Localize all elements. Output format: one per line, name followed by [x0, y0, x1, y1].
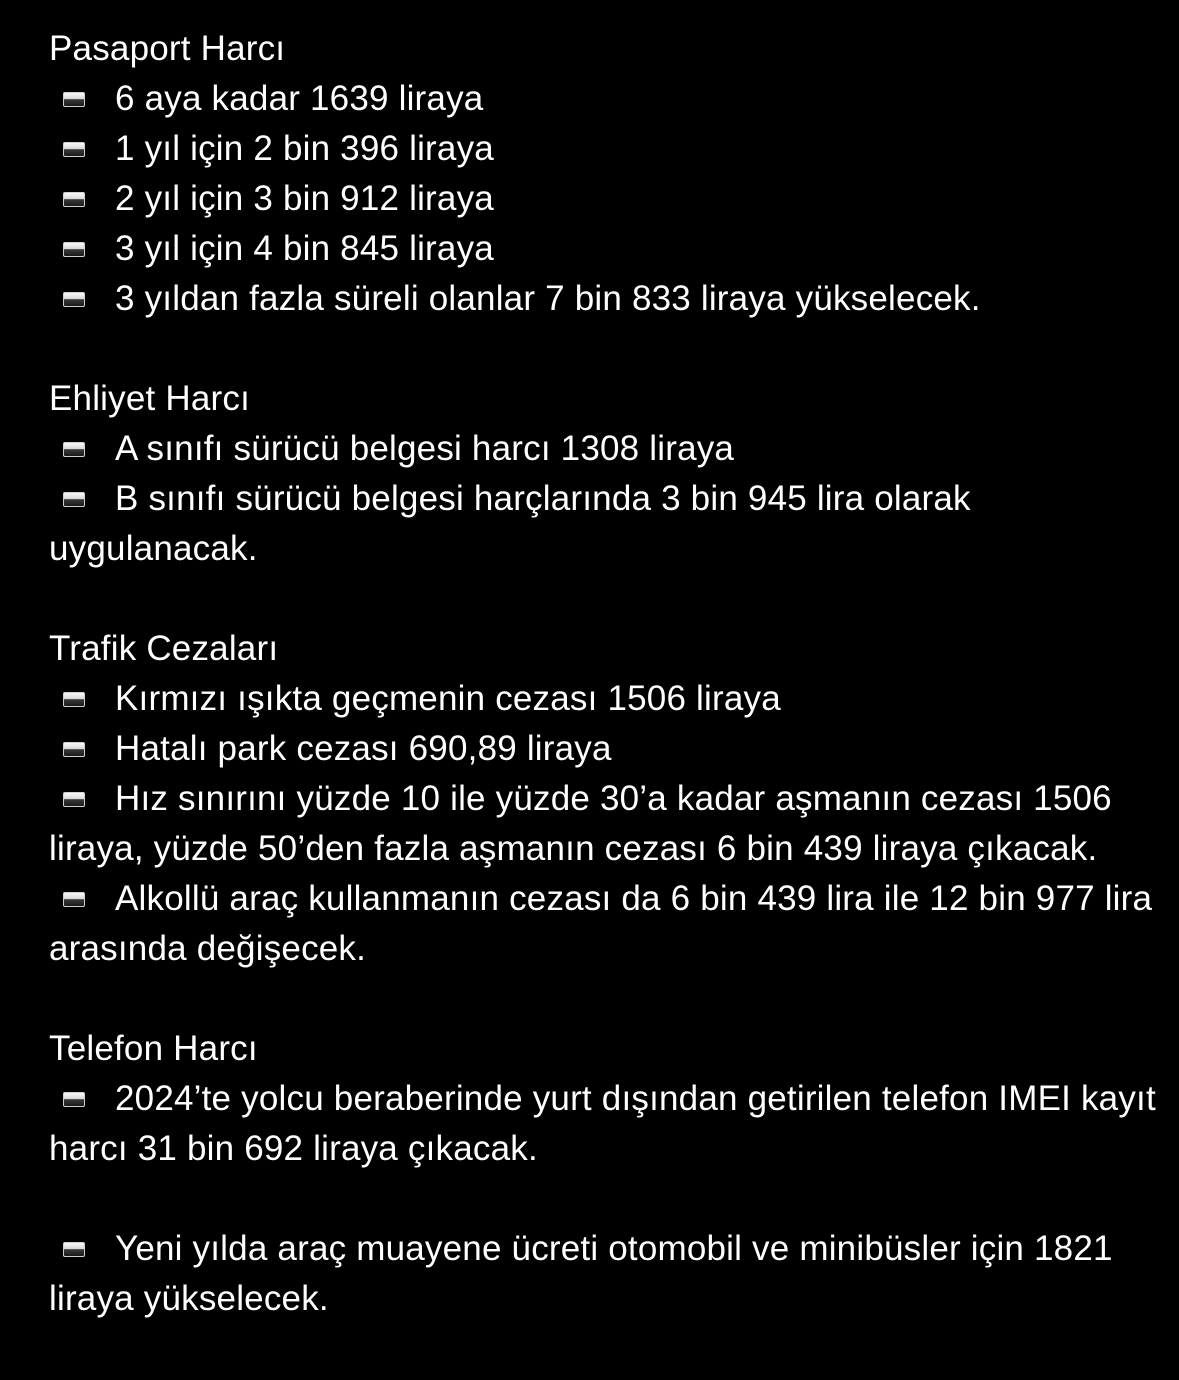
section-heading: Ehliyet Harcı	[49, 379, 250, 418]
list-item-text: 6 aya kadar 1639 liraya	[115, 79, 484, 118]
list-item	[49, 424, 1159, 474]
section-telefon	[49, 1024, 1159, 1174]
list-item-text: 3 yıldan fazla süreli olanlar 7 bin 833 liraya yükselecek.	[115, 279, 981, 318]
black-square-bullet-icon	[63, 742, 85, 757]
black-square-bullet-icon	[63, 192, 85, 207]
list-item-text: 3 yıl için 4 bin 845 liraya	[115, 229, 494, 268]
black-square-bullet-icon	[63, 1242, 85, 1257]
list-item	[49, 724, 1159, 774]
black-square-bullet-icon	[63, 92, 85, 107]
black-square-bullet-icon	[63, 692, 85, 707]
section-heading: Telefon Harcı	[49, 1029, 258, 1068]
list-item	[49, 474, 1159, 574]
black-square-bullet-icon	[63, 892, 85, 907]
black-square-bullet-icon	[63, 242, 85, 257]
list-item-text: A sınıfı sürücü belgesi harcı 1308 liraya	[115, 429, 735, 468]
list-item-text: Alkollü araç kullanmanın cezası da 6 bin 439 lira ile 12 bin 977 lira arasında değişecek.	[49, 879, 1153, 968]
list-item	[49, 674, 1159, 724]
black-square-bullet-icon	[63, 792, 85, 807]
list-item	[49, 124, 1159, 174]
list-item-text: Hız sınırını yüzde 10 ile yüzde 30’a kadar aşmanın cezası 1506 liraya, yüzde 50’den fazla aşmanın cezası 6 bin 439 liraya çıkacak.	[49, 779, 1112, 868]
black-square-bullet-icon	[63, 442, 85, 457]
black-square-bullet-icon	[63, 492, 85, 507]
list-item-text: 2 yıl için 3 bin 912 liraya	[115, 179, 494, 218]
list-item-text: Kırmızı ışıkta geçmenin cezası 1506 liraya	[115, 679, 781, 718]
list-item	[49, 874, 1159, 974]
list-item	[49, 1074, 1159, 1174]
section-heading: Trafik Cezaları	[49, 629, 279, 668]
section-ehliyet	[49, 374, 1159, 574]
black-square-bullet-icon	[63, 142, 85, 157]
list-item	[49, 1224, 1159, 1324]
list-item-text: 1 yıl için 2 bin 396 liraya	[115, 129, 494, 168]
list-item	[49, 274, 1159, 324]
black-square-bullet-icon	[63, 1092, 85, 1107]
black-square-bullet-icon	[63, 292, 85, 307]
list-item	[49, 74, 1159, 124]
list-item-text: 2024’te yolcu beraberinde yurt dışından getirilen telefon IMEI kayıt harcı 31 bin 692 liraya çıkacak.	[49, 1079, 1156, 1168]
section-muayene	[49, 1224, 1159, 1324]
list-item-text: Yeni yılda araç muayene ücreti otomobil ve minibüsler için 1821 liraya yükselecek.	[49, 1229, 1113, 1318]
section-pasaport	[49, 24, 1159, 324]
section-trafik	[49, 624, 1159, 974]
list-item	[49, 774, 1159, 874]
list-item	[49, 224, 1159, 274]
list-item-text: B sınıfı sürücü belgesi harçlarında 3 bin 945 lira olarak uygulanacak.	[49, 479, 971, 568]
message-body	[49, 24, 1159, 1324]
list-item-text: Hatalı park cezası 690,89 liraya	[115, 729, 612, 768]
section-heading: Pasaport Harcı	[49, 29, 286, 68]
list-item	[49, 174, 1159, 224]
